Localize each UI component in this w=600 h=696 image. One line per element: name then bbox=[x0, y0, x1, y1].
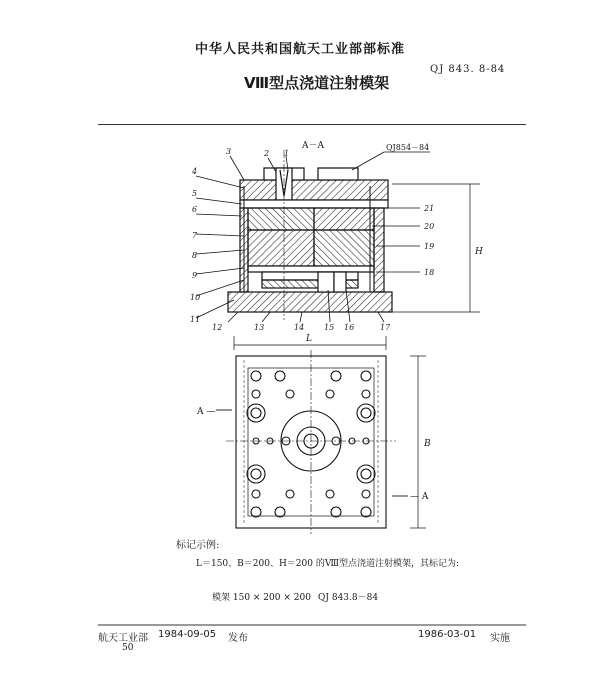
section-mark-right: — A bbox=[410, 492, 429, 502]
part-number-label: 11 bbox=[190, 315, 201, 324]
standard-code: QJ 843. 8-84 bbox=[430, 64, 506, 75]
part-number-label: 4 bbox=[192, 167, 198, 176]
part-number-label: 17 bbox=[380, 323, 391, 332]
dimension-height bbox=[392, 184, 480, 312]
stripper-plate bbox=[240, 200, 388, 208]
part-number-label: 20 bbox=[424, 222, 435, 231]
part-number-label: 19 bbox=[424, 242, 435, 251]
part-number-label: 16 bbox=[344, 323, 355, 332]
part-number-label: 6 bbox=[192, 205, 198, 214]
part-numbers-top bbox=[226, 147, 289, 158]
part-number-label: 9 bbox=[192, 271, 198, 280]
footer-organization: 航天工业部 bbox=[98, 633, 148, 644]
section-label: A－A bbox=[302, 141, 324, 151]
top-clamp-plate bbox=[240, 180, 388, 200]
dimension-b-label: B bbox=[424, 439, 431, 449]
part-number-label: 5 bbox=[192, 189, 198, 198]
part-number-label: 8 bbox=[192, 251, 198, 260]
part-number-label: 10 bbox=[190, 293, 201, 302]
fixed-plate bbox=[248, 208, 314, 230]
part-number-label: 12 bbox=[212, 323, 223, 332]
footer-implementation-label: 实施 bbox=[490, 633, 510, 644]
right-spacer bbox=[374, 208, 384, 292]
footer-implementation-date: 1986-03-01 bbox=[418, 629, 477, 640]
section-view bbox=[228, 150, 392, 320]
part-number-label: 14 bbox=[294, 323, 305, 332]
marking-text: L＝150、B＝200、H＝200 的Ⅷ型点浇道注射模架，其标记为: bbox=[196, 559, 460, 569]
part-numbers-right bbox=[423, 204, 434, 277]
dimension-l-label: L bbox=[306, 334, 312, 344]
footer-issue-label: 发布 bbox=[228, 633, 248, 644]
marking-example-code: QJ 843.8－84 bbox=[318, 593, 379, 603]
part-number-label: 13 bbox=[254, 323, 265, 332]
support-plate bbox=[248, 266, 374, 272]
part-numbers-bottom bbox=[212, 323, 391, 332]
part-number-label: 1 bbox=[284, 149, 290, 158]
standard-body: 中华人民共和国航天工业部部标准 bbox=[194, 42, 405, 57]
part-number-label: 18 bbox=[424, 268, 435, 277]
marking-heading: 标记示例: bbox=[176, 540, 220, 551]
footer-page-number: 50 bbox=[122, 643, 134, 653]
part-numbers-left bbox=[190, 167, 200, 324]
section-cut-marks bbox=[216, 410, 408, 496]
marking-example-name: 模架 150 × 200 × 200 bbox=[212, 593, 311, 603]
part-number-label: 2 bbox=[264, 149, 270, 158]
dimension-h-label: H bbox=[475, 247, 483, 257]
part-number-label: 21 bbox=[424, 204, 435, 213]
part-number-label: 7 bbox=[192, 231, 198, 240]
plan-view bbox=[226, 350, 396, 534]
bottom-clamp-plate bbox=[228, 292, 392, 312]
document-title: Ⅷ型点浇道注射模架 bbox=[244, 74, 390, 92]
reference-standard: QJ854－84 bbox=[386, 143, 430, 152]
section-mark-left: A — bbox=[197, 407, 216, 417]
part-number-label: 3 bbox=[226, 147, 232, 156]
part-number-label: 15 bbox=[324, 323, 335, 332]
moving-plate bbox=[248, 230, 314, 266]
footer-issue-date: 1984-09-05 bbox=[158, 629, 217, 640]
